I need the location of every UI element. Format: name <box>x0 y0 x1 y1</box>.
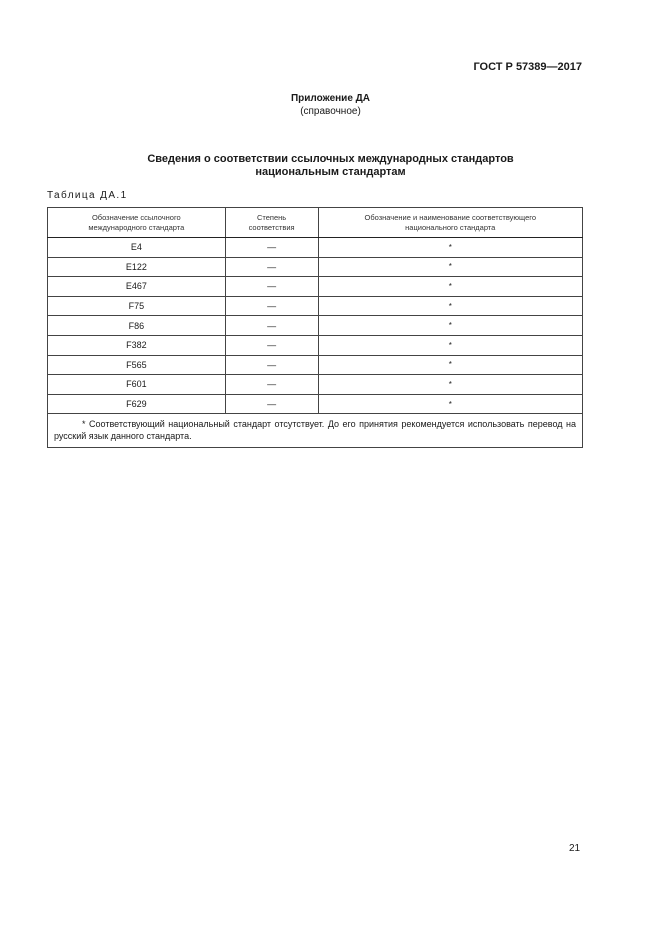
column-header-degree-line-1: Степень <box>256 213 287 222</box>
ref-standard-cell: F629 <box>48 394 226 414</box>
footnote-text: * Соответствующий национальный стандарт отсутствует. До его принятия рекомендуется использовать перевод на русский язык данного стандарта. <box>54 419 576 442</box>
ref-standard-cell: F86 <box>48 316 226 336</box>
degree-cell: — <box>225 335 318 355</box>
degree-cell: — <box>225 257 318 277</box>
ref-standard-cell: E467 <box>48 277 226 297</box>
column-header-degree <box>225 208 318 238</box>
degree-cell: — <box>225 394 318 414</box>
national-standard-cell: * <box>318 238 582 258</box>
column-header-national <box>318 208 582 238</box>
national-standard-cell: * <box>318 355 582 375</box>
column-header-ref-line-2: международного стандарта <box>88 222 185 232</box>
degree-cell: — <box>225 296 318 316</box>
table-row <box>48 238 583 258</box>
appendix-subtitle: (справочное) <box>300 106 361 117</box>
appendix-title: Приложение ДА <box>290 93 371 104</box>
table-row <box>48 355 583 375</box>
table-row <box>48 277 583 297</box>
column-header-ref-line-1: Обозначение ссылочного <box>91 213 181 222</box>
appendix-heading <box>0 92 661 118</box>
column-header-national-line-1: Обозначение и наименование соответствующего <box>364 213 537 222</box>
national-standard-cell: * <box>318 257 582 277</box>
table-header-row <box>48 208 583 238</box>
column-header-national-line-2: национального стандарта <box>405 222 496 232</box>
table-row <box>48 394 583 414</box>
section-title <box>0 153 661 179</box>
standard-number: ГОСТ Р 57389—2017 <box>473 61 582 73</box>
national-standard-cell: * <box>318 394 582 414</box>
national-standard-cell: * <box>318 316 582 336</box>
national-standard-cell: * <box>318 277 582 297</box>
table-row <box>48 296 583 316</box>
national-standard-cell: * <box>318 335 582 355</box>
section-title-line-1: Сведения о соответствии ссылочных международных стандартов <box>147 153 514 165</box>
national-standard-cell: * <box>318 296 582 316</box>
table-label: Таблица ДА.1 <box>47 190 128 201</box>
degree-cell: — <box>225 277 318 297</box>
national-standard-cell: * <box>318 375 582 395</box>
table-row <box>48 316 583 336</box>
degree-cell: — <box>225 238 318 258</box>
table-row <box>48 335 583 355</box>
table-row <box>48 257 583 277</box>
column-header-ref <box>48 208 226 238</box>
degree-cell: — <box>225 316 318 336</box>
section-title-line-2: национальным стандартам <box>255 166 406 178</box>
ref-standard-cell: F565 <box>48 355 226 375</box>
page-number: 21 <box>569 843 581 854</box>
footnote-cell <box>48 414 583 448</box>
footnote-row <box>48 414 583 448</box>
column-header-degree-line-2: соответствия <box>248 222 295 232</box>
ref-standard-cell: F382 <box>48 335 226 355</box>
ref-standard-cell: F601 <box>48 375 226 395</box>
table-row <box>48 375 583 395</box>
ref-standard-cell: E4 <box>48 238 226 258</box>
correspondence-table <box>47 207 583 448</box>
degree-cell: — <box>225 355 318 375</box>
ref-standard-cell: E122 <box>48 257 226 277</box>
degree-cell: — <box>225 375 318 395</box>
ref-standard-cell: F75 <box>48 296 226 316</box>
